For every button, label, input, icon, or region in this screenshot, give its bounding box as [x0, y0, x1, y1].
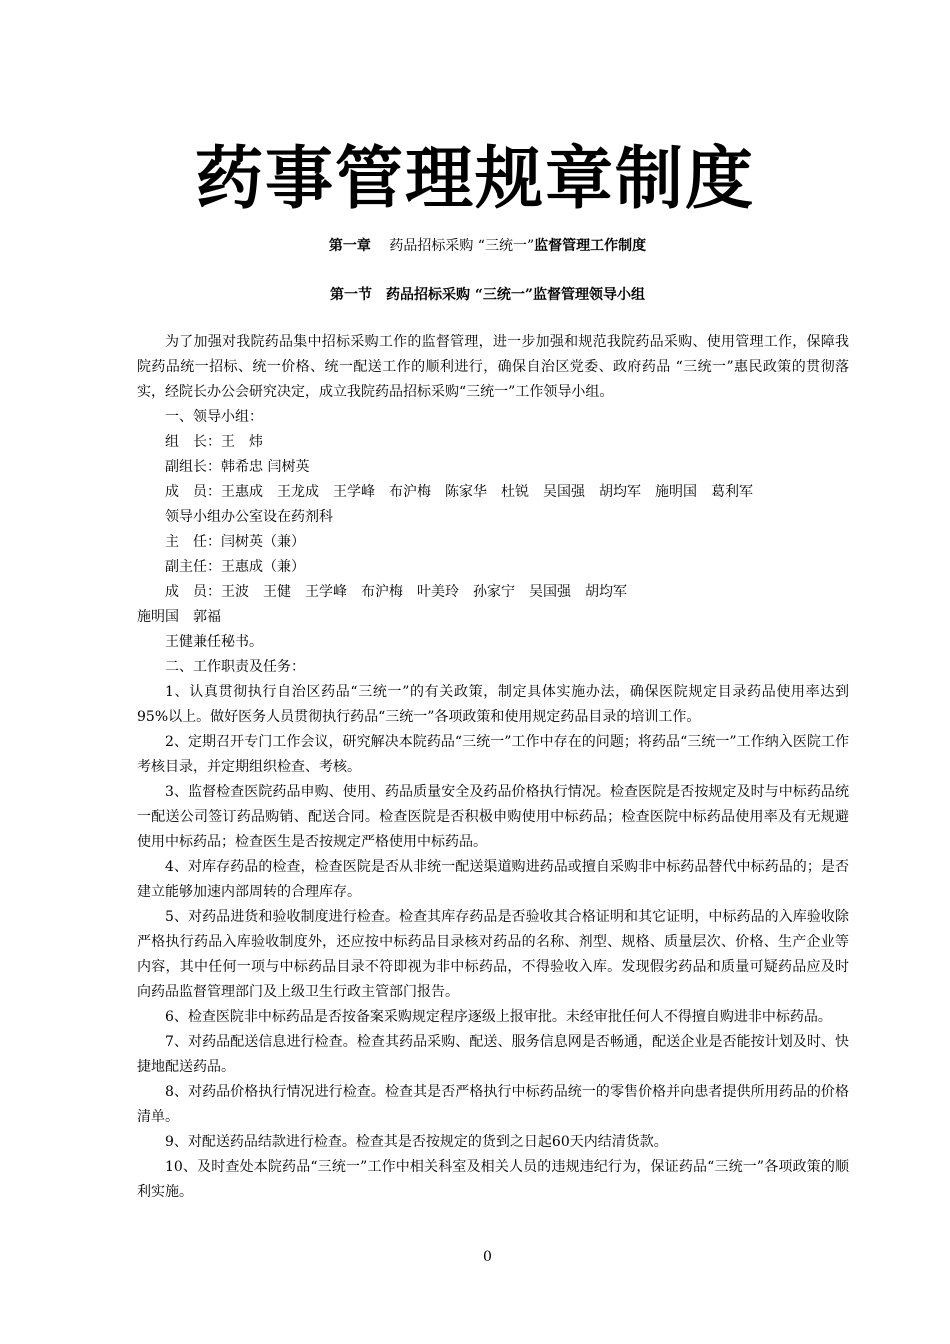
- paragraph: 3、监督检查医院药品申购、使用、药品质量安全及药品价格执行情况。检查医院是否按规定及时与中标药品统一配送公司签订药品购销、配送合同。检查医院是否积极申购使用中标药品；检查医院中标药品使用率及有无规避使用中标药品；检查医生是否按规定严格使用中标药品。: [137, 784, 849, 850]
- paragraph: 成 员：王惠成 王龙成 王学峰 布沪梅 陈家华 杜锐 吴国强 胡均军 施明国 葛利军: [165, 484, 753, 500]
- paragraph: 领导小组办公室设在药剂科: [165, 509, 333, 525]
- chapter-heading: [0, 236, 950, 256]
- paragraph: 10、及时查处本院药品“三统一”工作中相关科室及相关人员的违规违纪行为，保证药品“三统一”各项政策的顺利实施。: [137, 1159, 849, 1200]
- paragraph: 副组长：韩希忠 闫树英: [165, 459, 310, 475]
- paragraph: 王健兼任秘书。: [165, 634, 263, 650]
- paragraph: 7、对药品配送信息进行检查。检查其药品采购、配送、服务信息网是否畅通，配送企业是否能按计划及时、快捷地配送药品。: [137, 1034, 849, 1075]
- chapter-suffix: 监督管理工作制度: [534, 238, 647, 254]
- paragraph: 一、领导小组：: [165, 409, 263, 425]
- paragraph: 5、对药品进货和验收制度进行检查。检查其库存药品是否验收其合格证明和其它证明，中标药品的入库验收除严格执行药品入库验收制度外，还应按中标药品目录核对药品的名称、剂型、规格、质量层次、价格、生产企业等内容，其中任何一项与中标药品目录不符即视为非中标药品，不得验收入库。发现假劣药品和质量可疑药品应及时向药品监督管理部门及上级卫生行政主管部门报告。: [137, 909, 849, 1000]
- paragraph: 9、对配送药品结款进行检查。检查其是否按规定的货到之日起60天内结清货款。: [165, 1134, 668, 1150]
- paragraph: 2、定期召开专门工作会议，研究解决本院药品“三统一”工作中存在的问题；将药品“三统一”工作纳入医院工作考核目录，并定期组织检查、考核。: [137, 734, 849, 775]
- paragraph: 施明国 郭福: [137, 609, 221, 625]
- paragraph: 二、工作职责及任务：: [165, 659, 305, 675]
- paragraph: 主 任：闫树英（兼）: [165, 534, 305, 550]
- paragraph: 副主任：王惠成（兼）: [165, 559, 305, 575]
- paragraph: 1、认真贯彻执行自治区药品“三统一”的有关政策，制定具体实施办法，确保医院规定目录药品使用率达到95%以上。做好医务人员贯彻执行药品“三统一”各项政策和使用规定药品目录的培训工作。: [137, 684, 849, 725]
- paragraph: 成 员：王波 王健 王学峰 布沪梅 叶美玲 孙家宁 吴国强 胡均军: [165, 584, 627, 600]
- document-title: 药事管理规章制度: [194, 140, 755, 219]
- paragraph: 组 长：王 炜: [165, 434, 263, 450]
- page-number: 0: [483, 1249, 492, 1265]
- chapter-label: 第一章: [328, 238, 371, 254]
- paragraph: 8、对药品价格执行情况进行检查。检查其是否严格执行中标药品统一的零售价格并向患者提供所用药品的价格清单。: [137, 1084, 849, 1125]
- section-heading: 第一节 药品招标采购 “三统一”监督管理领导小组: [330, 287, 645, 303]
- document-body: [137, 330, 849, 1205]
- paragraph: 4、对库存药品的检查，检查医院是否从非统一配送渠道购进药品或擅自采购非中标药品替代中标药品的；是否建立能够加速内部周转的合理库存。: [137, 859, 849, 900]
- chapter-subject: 药品招标采购 “三统一”: [389, 238, 535, 254]
- paragraph: 6、检查医院非中标药品是否按备案采购规定程序逐级上报审批。未经审批任何人不得擅自购进非中标药品。: [165, 1009, 832, 1025]
- paragraph: 为了加强对我院药品集中招标采购工作的监督管理，进一步加强和规范我院药品采购、使用管理工作，保障我院药品统一招标、统一价格、统一配送工作的顺利进行，确保自治区党委、政府药品 “三统一”惠民政策的贯彻落实，经院长办公会研究决定，成立我院药品招标采购“三统一”工作领导小组。: [137, 334, 849, 400]
